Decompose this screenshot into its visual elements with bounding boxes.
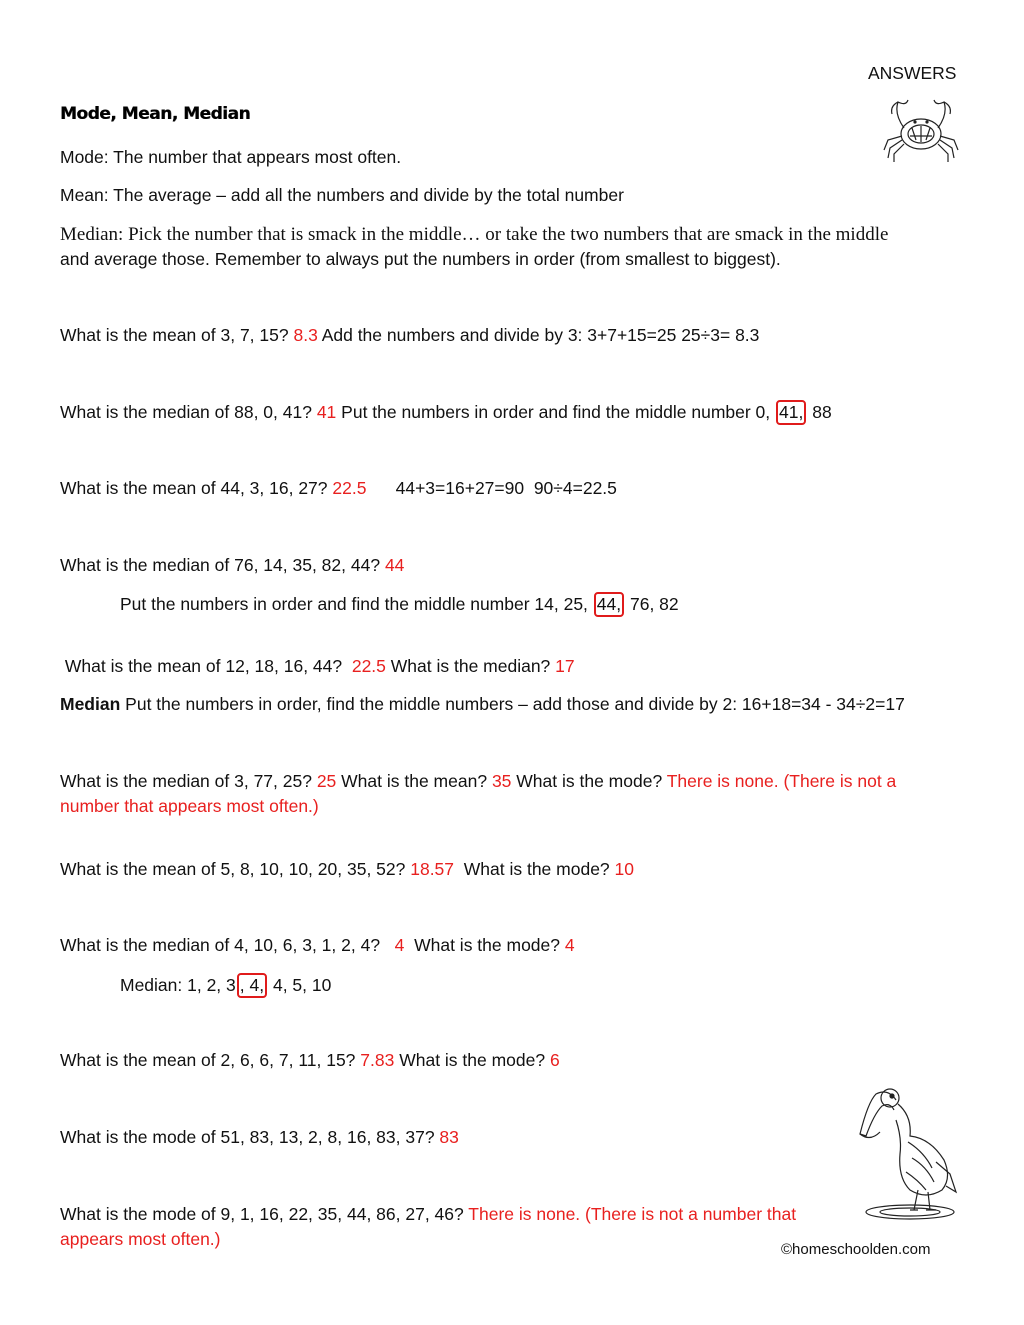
question-5-explanation [60, 694, 905, 715]
question-8-explanation [120, 973, 331, 998]
question-11-answer-continued: appears most often.) [60, 1229, 221, 1249]
answer-text: There is none. (There is not a [666, 771, 897, 791]
answer-text: There is none. (There is not a number that [468, 1204, 797, 1224]
question-text: What is the mean of 44, 3, 16, 27? [60, 478, 333, 498]
explanation-text: Put the numbers in order and find the middle number 14, 25, [120, 594, 593, 614]
explanation-text: Put the numbers in order, find the middle numbers – add those and divide by 2: 16+18=34 - 34÷2=17 [120, 694, 905, 714]
explanation-text: 44+3=16+27=90 90÷4=22.5 [366, 478, 617, 498]
answer-text: 6 [549, 1050, 560, 1070]
answer-text: 8.3 [293, 325, 318, 345]
answer-text: 4 [394, 935, 405, 955]
question-4 [60, 555, 404, 576]
question-2 [60, 400, 832, 425]
question-3 [60, 478, 617, 499]
question-text: What is the median of 4, 10, 6, 3, 1, 2, 4? [60, 935, 395, 955]
question-text: What is the mode? [404, 935, 565, 955]
explanation-text: 76, 82 [625, 594, 679, 614]
question-4-explanation [120, 592, 679, 617]
question-text: What is the mean of 2, 6, 6, 7, 11, 15? [60, 1050, 361, 1070]
question-text: What is the mean of 3, 7, 15? [60, 325, 294, 345]
question-text: What is the mean? [336, 771, 492, 791]
question-text: What is the median of 88, 0, 41? [60, 402, 317, 422]
question-10 [60, 1127, 459, 1148]
answer-text: 83 [439, 1127, 459, 1147]
answer-text: 7.83 [360, 1050, 395, 1070]
crab-illustration [880, 92, 962, 166]
answers-label: ANSWERS [868, 63, 957, 83]
question-text: What is the mode of 9, 1, 16, 22, 35, 44, 86, 27, 46? [60, 1204, 469, 1224]
circled-median: 41, [776, 400, 806, 425]
question-7 [60, 859, 634, 880]
explanation-text: Put the numbers in order and find the middle number 0, [336, 402, 776, 422]
question-6-answer-continued: number that appears most often.) [60, 796, 319, 816]
definition-median-line1: Median: Pick the number that is smack in the middle… or take the two numbers that are smack in the middle [60, 224, 889, 245]
explanation-label: Median [60, 694, 121, 714]
question-9 [60, 1050, 560, 1071]
question-text: What is the mode? [454, 859, 615, 879]
question-8 [60, 935, 575, 956]
pelican-illustration [852, 1082, 964, 1222]
question-5 [60, 656, 575, 677]
explanation-text: 88 [807, 402, 832, 422]
definition-mode: Mode: The number that appears most often. [60, 147, 402, 167]
question-11 [60, 1204, 796, 1225]
answer-text: 44 [384, 555, 405, 575]
question-1 [60, 325, 759, 346]
answer-text: 35 [491, 771, 512, 791]
question-6 [60, 771, 896, 792]
explanation-text: 4, 5, 10 [268, 975, 332, 995]
answer-text: 4 [564, 935, 575, 955]
page-title: Mode, Mean, Median [60, 104, 251, 124]
answer-text: 18.57 [410, 859, 455, 879]
question-text: What is the median of 3, 77, 25? [60, 771, 317, 791]
question-text: What is the mode? [394, 1050, 550, 1070]
definition-mean: Mean: The average – add all the numbers and divide by the total number [60, 185, 624, 205]
definition-median-line2: and average those. Remember to always put the numbers in order (from smallest to biggest). [60, 249, 781, 269]
question-text: What is the mean of 12, 18, 16, 44? [60, 656, 352, 676]
question-text: What is the mode of 51, 83, 13, 2, 8, 16, 83, 37? [60, 1127, 440, 1147]
answer-text: 22.5 [332, 478, 367, 498]
question-text: What is the median? [385, 656, 556, 676]
explanation-text: Add the numbers and divide by 3: 3+7+15=25 25÷3= 8.3 [317, 325, 760, 345]
circled-median: , 4, [237, 973, 267, 998]
answer-text: 25 [316, 771, 337, 791]
answer-text: 41 [316, 402, 337, 422]
circled-median: 44, [594, 592, 624, 617]
answer-text: 10 [614, 859, 634, 879]
answer-text: 17 [555, 656, 575, 676]
answer-text: 22.5 [351, 656, 386, 676]
copyright-text: ©homeschoolden.com [781, 1241, 931, 1258]
question-text: What is the mean of 5, 8, 10, 10, 20, 35, 52? [60, 859, 411, 879]
explanation-text: Median: 1, 2, 3 [120, 975, 236, 995]
question-text: What is the median of 76, 14, 35, 82, 44? [60, 555, 385, 575]
question-text: What is the mode? [511, 771, 667, 791]
